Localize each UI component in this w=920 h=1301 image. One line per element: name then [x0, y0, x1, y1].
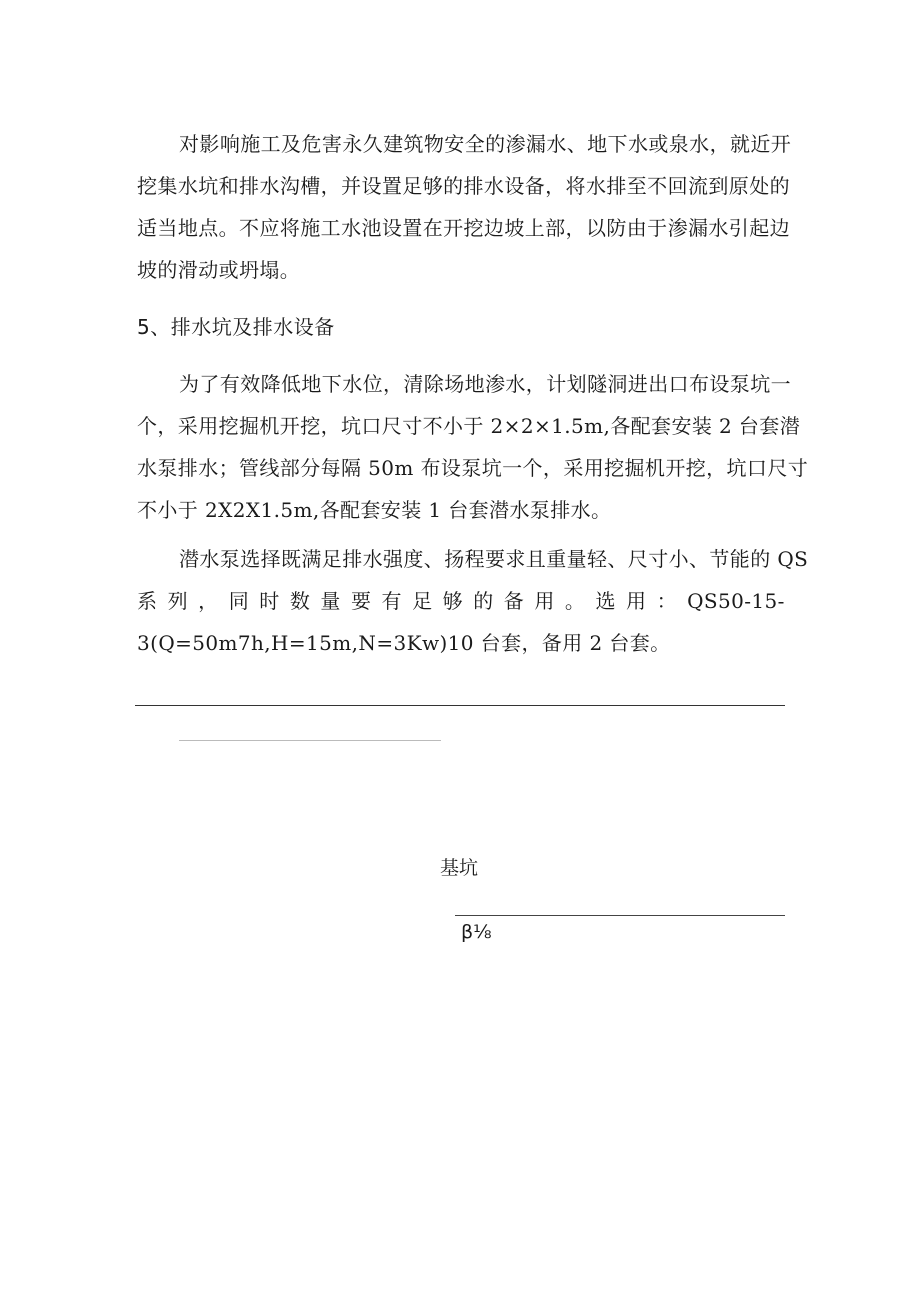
char: 池: [361, 216, 382, 240]
char: ，: [545, 174, 566, 198]
char: 将: [279, 216, 301, 240]
char: 坡: [504, 216, 525, 240]
char: 排: [463, 174, 484, 198]
char: 设: [361, 174, 382, 198]
char: 置: [381, 174, 403, 198]
char: 在: [422, 216, 444, 240]
char: 开: [770, 132, 792, 156]
justified-token: ：: [656, 589, 677, 613]
justified-token: 足: [412, 589, 433, 613]
justified-token: 选: [595, 589, 616, 613]
char: 永: [342, 132, 363, 156]
char: 边: [483, 216, 505, 240]
char: 点: [198, 216, 219, 240]
char: 安: [444, 132, 465, 156]
char: 不: [239, 216, 260, 240]
char: 够: [422, 174, 444, 198]
char: 排: [606, 174, 627, 198]
justified-token: 的: [473, 589, 494, 613]
char: 。: [218, 216, 240, 240]
char: 部: [545, 216, 566, 240]
char: 地: [587, 132, 608, 156]
char: 工: [260, 132, 282, 156]
char: 回: [667, 174, 688, 198]
char: 挖: [463, 216, 484, 240]
char: 于: [647, 216, 668, 240]
char: 下: [607, 132, 628, 156]
justified-token: 数: [289, 589, 311, 613]
char: 挖: [137, 174, 158, 198]
char: 渗: [505, 132, 526, 156]
char: 工: [320, 216, 342, 240]
paragraph-2-line-1: 为了有效降低地下水位，清除场地渗水，计划隧洞进出口布设泵坑一: [179, 372, 791, 396]
char: 全: [464, 132, 486, 156]
char: 响: [219, 132, 241, 156]
char: 、: [566, 132, 588, 156]
figure-label-pit: 基坑: [440, 857, 479, 879]
char: 危: [301, 132, 322, 156]
char: 设: [381, 216, 403, 240]
char: 施: [240, 132, 261, 156]
figure-label-symbol: β⅛: [461, 921, 492, 943]
char: 水: [483, 174, 505, 198]
paragraph-1-line-4: 坡的滑动或坍塌。: [137, 258, 301, 282]
char: 近: [750, 132, 771, 156]
char: ，: [320, 174, 342, 198]
char: 物: [423, 132, 445, 156]
char: 集: [157, 174, 178, 198]
section-heading: 5、排水坑及排水设备: [137, 315, 335, 339]
char: 并: [341, 174, 362, 198]
char: 水: [689, 132, 710, 156]
justified-token: 用: [626, 589, 647, 613]
char: 的: [485, 132, 506, 156]
char: 水: [546, 132, 567, 156]
char: 上: [524, 216, 546, 240]
char: 置: [402, 216, 423, 240]
char: 足: [402, 174, 423, 198]
char: 久: [362, 132, 384, 156]
char: 或: [648, 132, 669, 156]
justified-token: 要: [350, 589, 372, 613]
paragraph-2-line-4: 不小于 2X2X1.5m,各配套安装 1 台套潜水泵排水。: [137, 498, 612, 522]
char: 建: [383, 132, 404, 156]
char: 的: [769, 174, 790, 198]
char: 处: [749, 174, 770, 198]
char: 不: [647, 174, 668, 198]
char: 沟: [279, 174, 301, 198]
paragraph-1-line-1: [179, 130, 792, 158]
char: 漏: [525, 132, 547, 156]
char: 将: [565, 174, 586, 198]
char: 筑: [403, 132, 424, 156]
justified-token: 同: [228, 589, 250, 613]
char: 水: [708, 216, 729, 240]
char: 备: [524, 174, 546, 198]
justified-token: 够: [442, 589, 464, 613]
char: 至: [626, 174, 648, 198]
justified-token: 系: [137, 589, 158, 613]
paragraph-1-line-2: [137, 172, 790, 200]
char: 由: [626, 216, 648, 240]
paragraph-3-line-1: 潜水泵选择既满足排水强度、扬程要求且重量轻、尺寸小、节能的 QS: [179, 547, 809, 571]
char: 水: [627, 132, 649, 156]
char: 的: [443, 174, 464, 198]
char: ，: [565, 216, 586, 240]
justified-token: 用: [534, 589, 555, 613]
horizontal-rule: [135, 705, 785, 706]
char: 应: [259, 216, 280, 240]
char: 设: [504, 174, 525, 198]
paragraph-1-line-3: [137, 214, 790, 242]
char: 及: [281, 132, 302, 156]
char: 害: [321, 132, 343, 156]
char: 水: [585, 174, 607, 198]
justified-token: ，: [198, 589, 219, 613]
char: 槽: [300, 174, 321, 198]
justified-token: 量: [320, 589, 341, 613]
char: 开: [443, 216, 464, 240]
char: 施: [300, 216, 321, 240]
paragraph-2-line-3: 水泵排水；管线部分每隔 50m 布设泵坑一个，采用挖掘机开挖，坑口尺寸: [137, 456, 809, 480]
char: 水: [341, 216, 362, 240]
char: 边: [769, 216, 790, 240]
short-rule: [179, 740, 441, 741]
char: 排: [239, 174, 260, 198]
char: 水: [177, 174, 199, 198]
char: 当: [157, 216, 178, 240]
justified-token: 有: [381, 589, 402, 613]
justified-token: 。: [564, 589, 586, 613]
char: 对: [179, 132, 200, 156]
justified-token: QS50-15-: [687, 589, 785, 613]
justified-token: 列: [167, 589, 188, 613]
char: 坑: [198, 174, 219, 198]
paragraph-2-line-2: 个，采用挖掘机开挖，坑口尺寸不小于 2×2×1.5m,各配套安装 2 台套潜: [137, 414, 801, 438]
char: 水: [259, 174, 280, 198]
justified-token: 备: [503, 589, 525, 613]
char: ，: [709, 132, 730, 156]
paragraph-3-line-3: 3(Q=50m7h,H=15m,N=3Kw)10 台套，备用 2 台套。: [137, 631, 671, 655]
char: 和: [218, 174, 240, 198]
char: 影: [199, 132, 220, 156]
char: 起: [749, 216, 770, 240]
char: 流: [687, 174, 709, 198]
char: 泉: [668, 132, 690, 156]
char: 到: [708, 174, 729, 198]
figure-rule: [455, 915, 785, 916]
char: 适: [137, 216, 158, 240]
char: 漏: [687, 216, 709, 240]
char: 就: [729, 132, 751, 156]
char: 原: [728, 174, 750, 198]
char: 引: [728, 216, 750, 240]
char: 渗: [667, 216, 688, 240]
justified-token: 时: [259, 589, 280, 613]
char: 以: [585, 216, 607, 240]
char: 地: [177, 216, 199, 240]
paragraph-3-line-2: [137, 587, 785, 615]
char: 防: [606, 216, 627, 240]
